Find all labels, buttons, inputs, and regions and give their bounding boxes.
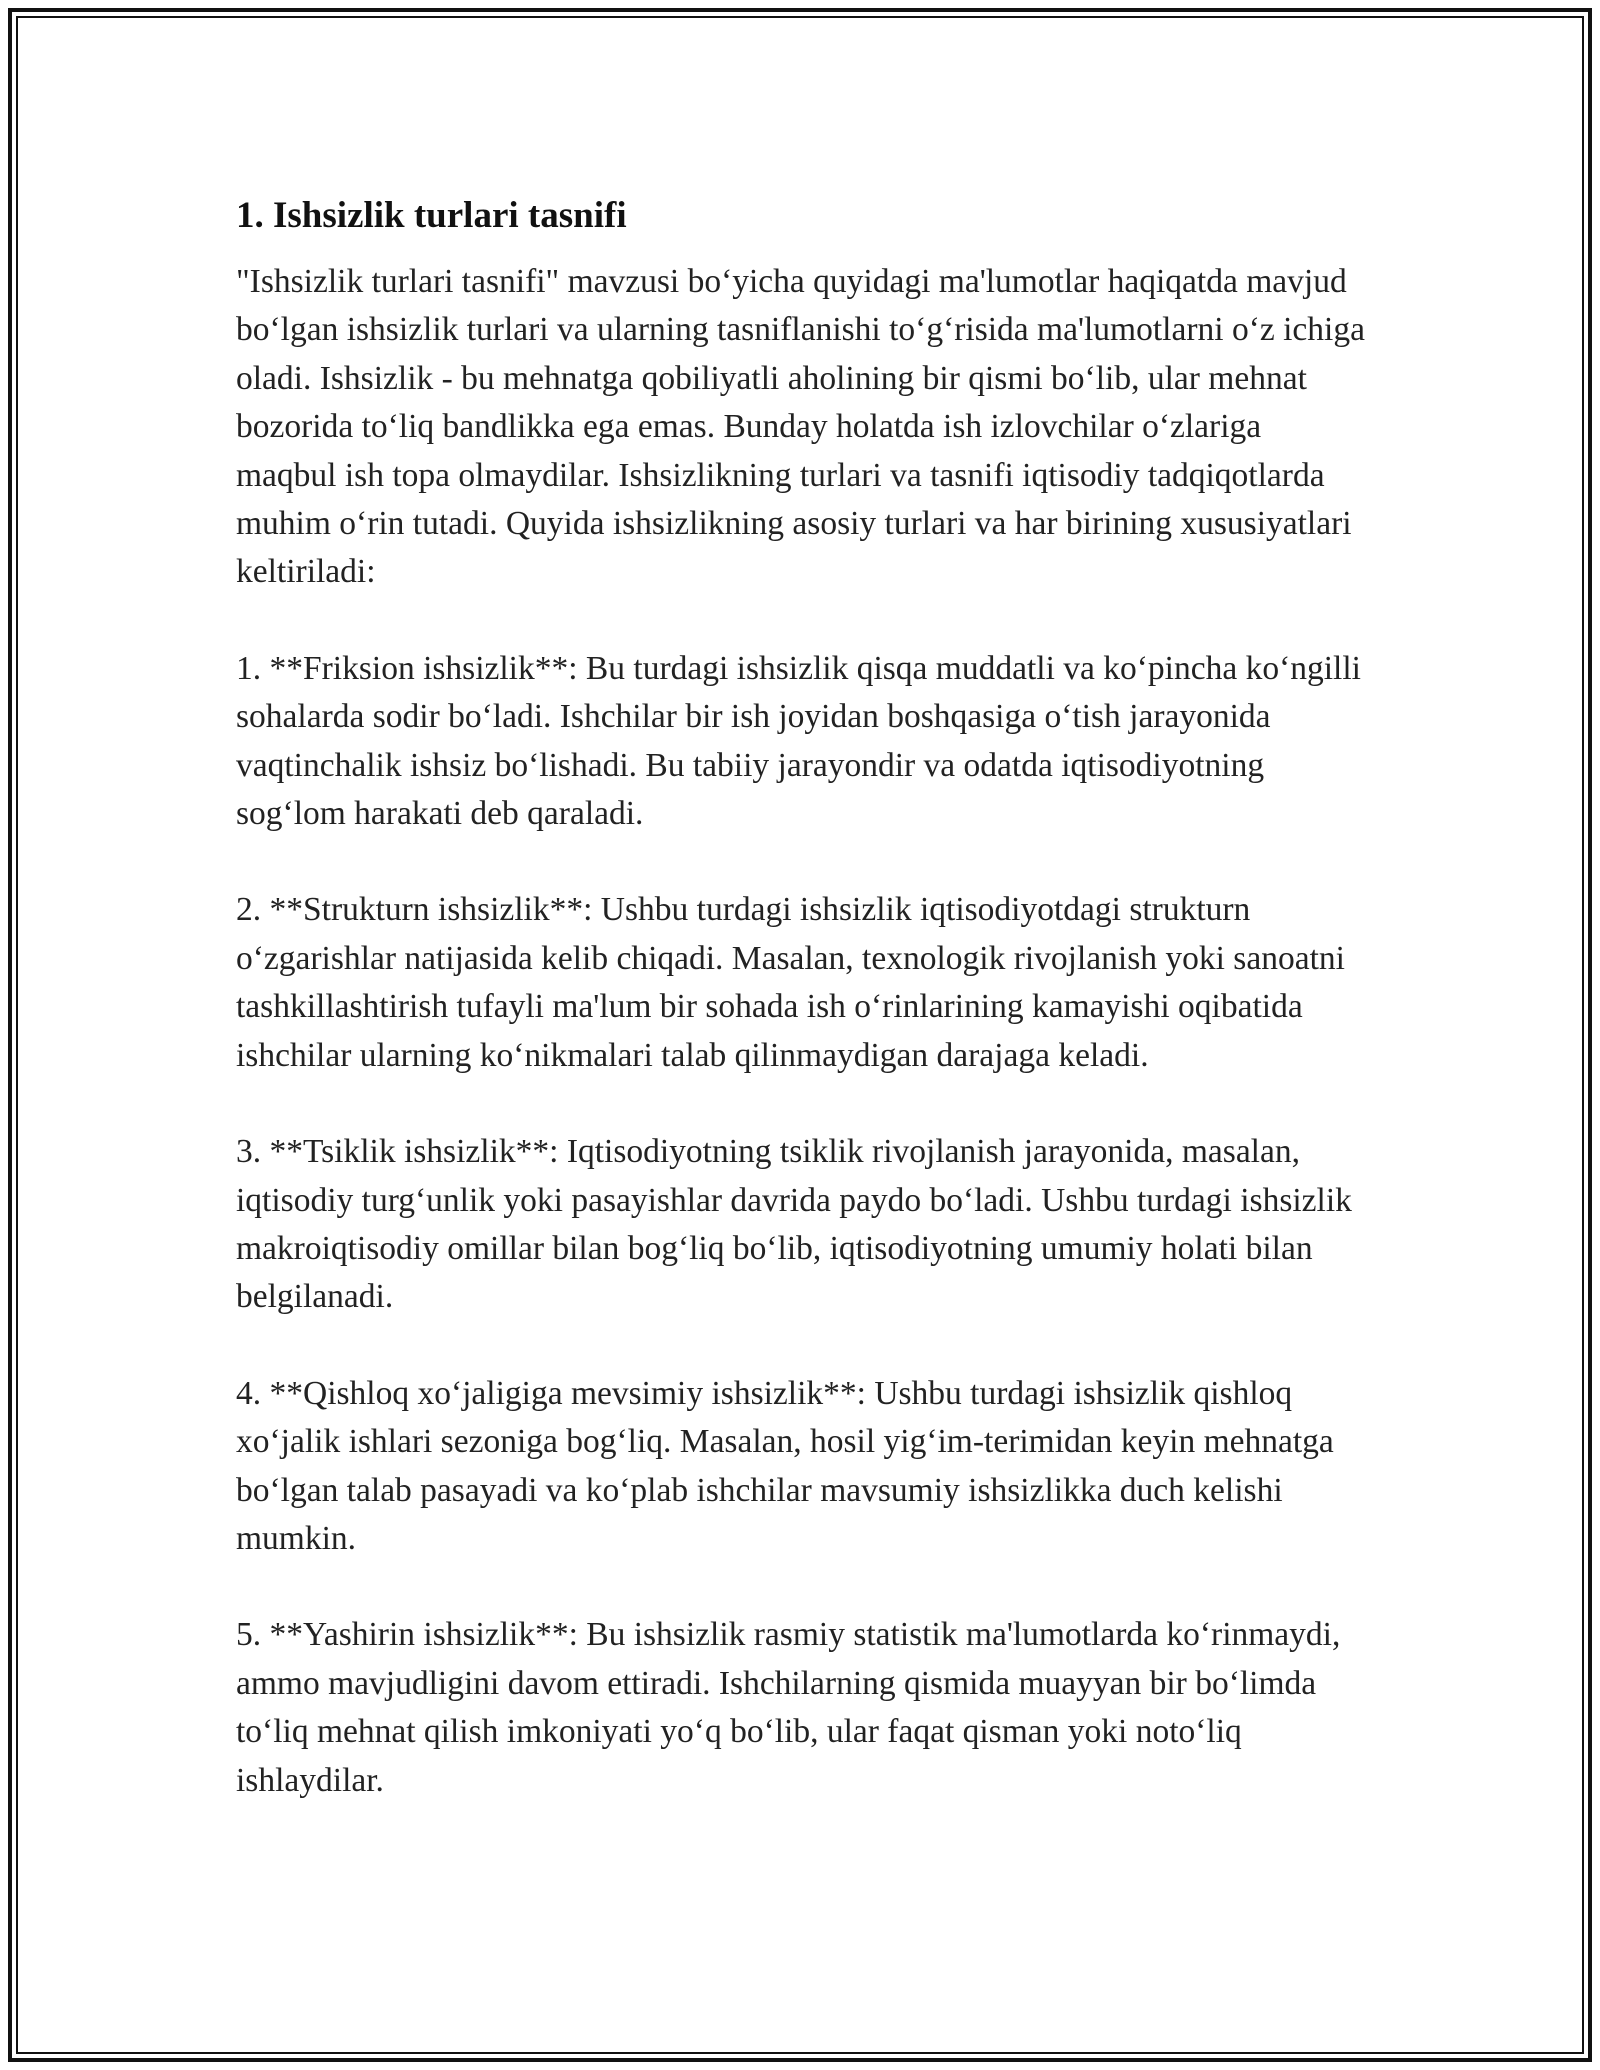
section-heading: 1. Ishsizlik turlari tasnifi <box>236 195 627 236</box>
document-body <box>236 188 1366 1853</box>
paragraph-frictional: 1. **Friksion ishsizlik**: Bu turdagi ishsizlik qisqa muddatli va ko‘pincha ko‘ngilli sohalarda sodir bo‘ladi. Ishchilar bir ish joyidan boshqasiga o‘tish jarayonida vaqtinchalik ishsiz bo‘lishadi. Bu tabiiy jarayondir va odatda iqtisodiyotning sog‘lom harakati deb qaraladi. <box>236 649 1361 833</box>
intro-paragraph: "Ishsizlik turlari tasnifi" mavzusi bo‘yicha quyidagi ma'lumotlar haqiqatda mavjud bo‘lgan ishsizlik turlari va ularning tasniflanishi to‘g‘risida ma'lumotlarni o‘z ichiga oladi. Ishsizlik - bu mehnatga qobiliyatli aholining bir qismi bo‘lib, ular mehnat bozorida to‘liq bandlikka ega emas. Bunday holatda ish izlovchilar o‘zlariga maqbul ish topa olmaydilar. Ishsizlikning turlari va tasnifi iqtisodiy tadqiqotlarda muhim o‘rin tutadi. Quyida ishsizlikning asosiy turlari va har birining xususiyatlari keltiriladi: <box>236 263 1365 591</box>
paragraph-seasonal: 4. **Qishloq xo‘jaligiga mevsimiy ishsizlik**: Ushbu turdagi ishsizlik qishloq xo‘jalik ishlari sezoniga bog‘liq. Masalan, hosil yig‘im-terimidan keyin mehnatga bo‘lgan talab pasayadi va ko‘plab ishchilar mavsumiy ishsizlikka duch kelishi mumkin. <box>236 1374 1334 1557</box>
paragraph-hidden: 5. **Yashirin ishsizlik**: Bu ishsizlik rasmiy statistik ma'lumotlarda ko‘rinmaydi, ammo mavjudligini davom ettiradi. Ishchilarning qismida muayyan bir bo‘limda to‘liq mehnat qilish imkoniyati yo‘q bo‘lib, ular faqat qisman yoki noto‘liq ishlaydilar. <box>236 1616 1341 1799</box>
paragraph-structural: 2. **Strukturn ishsizlik**: Ushbu turdagi ishsizlik iqtisodiyotdagi strukturn o‘zgarishlar natijasida kelib chiqadi. Masalan, texnologik rivojlanish yoki sanoatni tashkillashtirish tufayli ma'lum bir sohada ish o‘rinlarining kamayishi oqibatida ishchilar ularning ko‘nikmalari talab qilinmaydigan darajaga keladi. <box>236 891 1345 1074</box>
paragraph-cyclical: 3. **Tsiklik ishsizlik**: Iqtisodiyotning tsiklik rivojlanish jarayonida, masalan, iqtisodiy turg‘unlik yoki pasayishlar davrida paydo bo‘ladi. Ushbu turdagi ishsizlik makroiqtisodiy omillar bilan bog‘liq bo‘lib, iqtisodiyotning umumiy holati bilan belgilanadi. <box>236 1133 1352 1316</box>
